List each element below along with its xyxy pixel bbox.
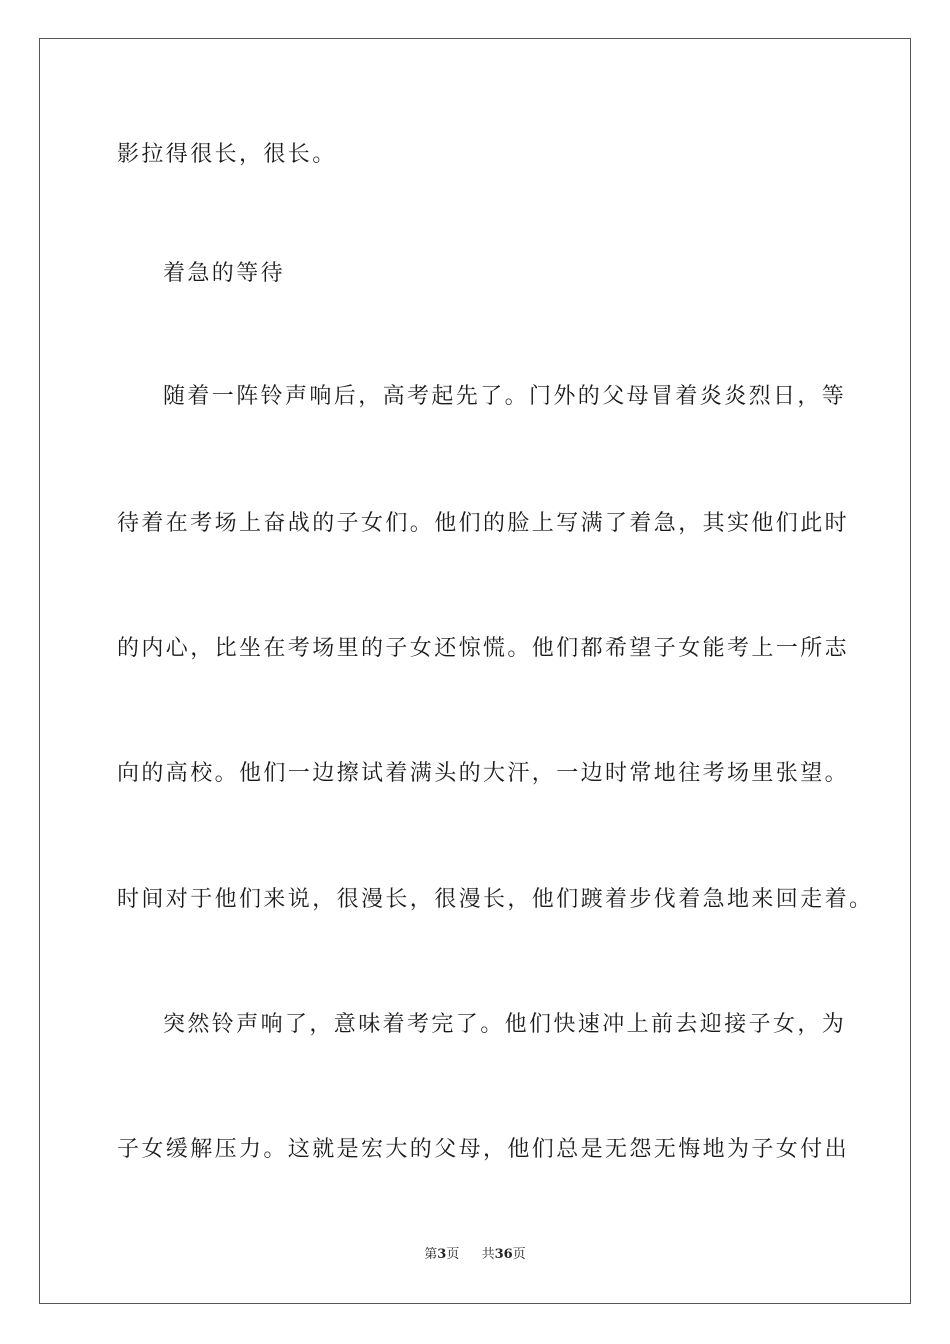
total-suffix: 页 xyxy=(512,1247,526,1262)
page-border xyxy=(39,38,911,1304)
section-heading: 着急的等待 xyxy=(163,261,286,286)
page-prefix: 第 xyxy=(424,1247,438,1262)
total-prefix: 共 xyxy=(481,1247,495,1262)
total-pages: 36 xyxy=(494,1247,513,1262)
page-footer xyxy=(0,1246,950,1264)
body-text-line: 的内心，比坐在考场里的子女还惊慌。他们都希望子女能考上一所志 xyxy=(117,636,850,661)
body-text-line: 时间对于他们来说，很漫长，很漫长，他们踱着步伐着急地来回走着。 xyxy=(117,887,874,912)
body-text-line: 随着一阵铃声响后，高考起先了。门外的父母冒着炎炎烈日，等 xyxy=(163,384,847,409)
body-text-line: 突然铃声响了，意味着考完了。他们快速冲上前去迎接子女，为 xyxy=(163,1012,847,1037)
body-text-line: 向的高校。他们一边擦试着满头的大汗，一边时常地往考场里张望。 xyxy=(117,761,850,786)
body-text-line: 待着在考场上奋战的子女们。他们的脸上写满了着急，其实他们此时 xyxy=(117,511,850,536)
body-text-line: 子女缓解压力。这就是宏大的父母，他们总是无怨无悔地为子女付出 xyxy=(117,1137,850,1162)
body-text-line: 影拉得很长，很长。 xyxy=(117,142,337,167)
page-number: 3 xyxy=(437,1247,447,1262)
page-suffix: 页 xyxy=(446,1247,460,1262)
